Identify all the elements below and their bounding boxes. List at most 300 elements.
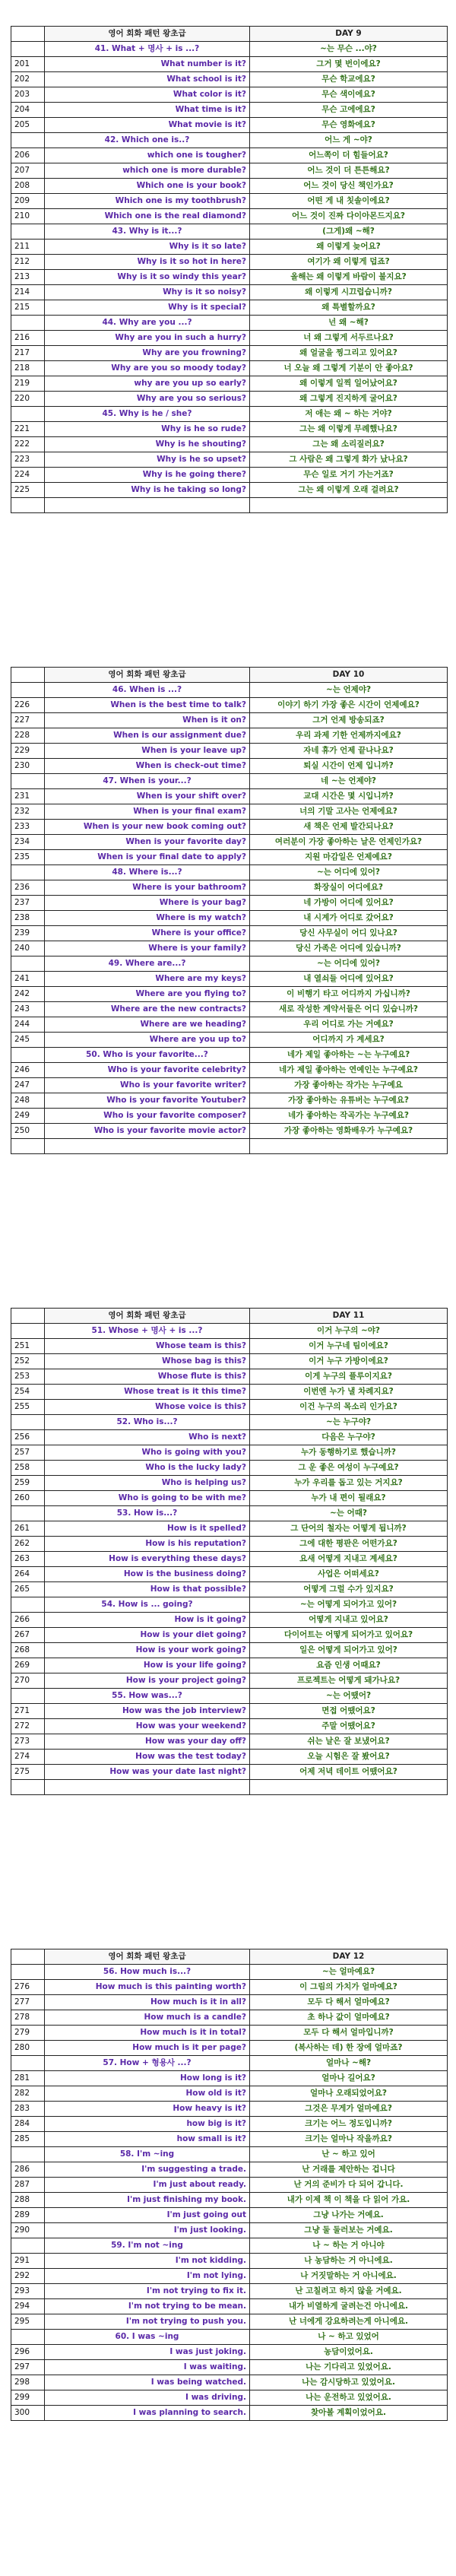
section-header-row — [11, 1415, 448, 1430]
table-row — [11, 2254, 448, 2269]
english-sentence: How is your life going? — [45, 1658, 250, 1673]
table-row — [11, 331, 448, 346]
korean-translation: 프로젝트는 어떻게 돼가나요? — [250, 1673, 448, 1689]
empty-row — [11, 498, 448, 513]
english-sentence: Which one is your book? — [45, 179, 250, 194]
row-number: 270 — [11, 1673, 45, 1689]
korean-translation: 올해는 왜 이렇게 바람이 불지요? — [250, 270, 448, 285]
korean-translation: 여러분이 가장 좋아하는 날은 언제인가요? — [250, 835, 448, 850]
empty-cell — [45, 1139, 250, 1154]
section-blank-cell — [11, 133, 45, 148]
table-row — [11, 880, 448, 896]
english-sentence: Who is your favorite movie actor? — [45, 1124, 250, 1139]
row-number: 277 — [11, 1995, 45, 2010]
korean-translation: 얼마나 오래되었어요? — [250, 2086, 448, 2102]
row-number: 220 — [11, 392, 45, 407]
row-number: 253 — [11, 1369, 45, 1385]
korean-translation: 이건 누구의 목소리 인가요? — [250, 1400, 448, 1415]
korean-translation: 이 그림의 가치가 얼마예요? — [250, 1980, 448, 1995]
day-label: DAY 12 — [250, 1949, 448, 1965]
table-row — [11, 1385, 448, 1400]
pattern-meaning: ~는 어땠어? — [250, 1689, 448, 1704]
english-sentence: How is his reputation? — [45, 1537, 250, 1552]
korean-translation: 누가 내 편이 될래요? — [250, 1491, 448, 1506]
row-number: 224 — [11, 468, 45, 483]
section-blank-cell — [11, 224, 45, 240]
row-number: 241 — [11, 972, 45, 987]
pattern-title: 51. Whose + 명사 + is ...? — [45, 1324, 250, 1339]
korean-translation: 나는 감시당하고 있었어요. — [250, 2375, 448, 2390]
english-sentence: Which one is my toothbrush? — [45, 194, 250, 209]
table-row — [11, 2117, 448, 2132]
table-row — [11, 1628, 448, 1643]
row-number: 244 — [11, 1017, 45, 1033]
table-row — [11, 1033, 448, 1048]
pattern-meaning: ~는 어디에 있어? — [250, 956, 448, 972]
pattern-title: 52. Who is...? — [45, 1415, 250, 1430]
korean-translation: 왜 이렇게 시끄럽습니까? — [250, 285, 448, 300]
row-number: 262 — [11, 1537, 45, 1552]
korean-translation: (복사하는 데) 한 장에 얼마죠? — [250, 2041, 448, 2056]
row-number: 242 — [11, 987, 45, 1002]
english-sentence: Who is your favorite composer? — [45, 1109, 250, 1124]
row-number: 260 — [11, 1491, 45, 1506]
english-sentence: When is it on? — [45, 713, 250, 728]
day-block-10 — [11, 667, 447, 1154]
section-blank-cell — [11, 1965, 45, 1980]
row-number: 222 — [11, 437, 45, 452]
row-number: 294 — [11, 2299, 45, 2314]
table-row — [11, 1354, 448, 1369]
english-sentence: I'm just finishing my book. — [45, 2193, 250, 2208]
row-number: 296 — [11, 2345, 45, 2360]
pattern-title: 42. Which one is..? — [45, 133, 250, 148]
row-number: 245 — [11, 1033, 45, 1048]
table-row — [11, 1339, 448, 1354]
section-blank-cell — [11, 1415, 45, 1430]
table-row — [11, 2026, 448, 2041]
korean-translation: 난 거의 준비가 다 되어 갑니다. — [250, 2178, 448, 2193]
korean-translation: 다이어트는 어떻게 되어가고 있어요? — [250, 1628, 448, 1643]
english-sentence: Where is your family? — [45, 941, 250, 956]
table-row — [11, 2071, 448, 2086]
table-row — [11, 300, 448, 316]
english-sentence: I'm not lying. — [45, 2269, 250, 2284]
korean-translation: 자네 휴가 언제 끝나나요? — [250, 744, 448, 759]
english-sentence: How is your diet going? — [45, 1628, 250, 1643]
row-number: 246 — [11, 1063, 45, 1078]
row-number: 300 — [11, 2406, 45, 2421]
english-sentence: I'm not trying to push you. — [45, 2314, 250, 2330]
header-blank-cell — [11, 1949, 45, 1965]
table-row — [11, 1995, 448, 2010]
table-row — [11, 941, 448, 956]
pattern-meaning: 얼마나 ~해? — [250, 2056, 448, 2071]
row-number: 238 — [11, 911, 45, 926]
day-block-11 — [11, 1308, 447, 1795]
english-sentence: How much is this painting worth? — [45, 1980, 250, 1995]
korean-translation: 가장 좋아하는 유튜버는 누구예요? — [250, 1093, 448, 1109]
english-sentence: How is it going? — [45, 1613, 250, 1628]
table-row — [11, 911, 448, 926]
korean-translation: 나는 기다리고 있었어요. — [250, 2360, 448, 2375]
korean-translation: 어떻게 지내고 있어요? — [250, 1613, 448, 1628]
english-sentence: Where are we heading? — [45, 1017, 250, 1033]
english-sentence: When is the best time to talk? — [45, 698, 250, 713]
section-blank-cell — [11, 2147, 45, 2162]
row-number: 275 — [11, 1765, 45, 1780]
korean-translation: 일은 어떻게 되어가고 있어? — [250, 1643, 448, 1658]
korean-translation: 왜 특별할까요? — [250, 300, 448, 316]
korean-translation: 왜 이렇게 일찍 일어났어요? — [250, 376, 448, 392]
english-sentence: How is it spelled? — [45, 1521, 250, 1537]
english-sentence: Where are you up to? — [45, 1033, 250, 1048]
english-sentence: When is your new book coming out? — [45, 820, 250, 835]
table-row — [11, 194, 448, 209]
korean-translation: 그에 대한 평판은 어떤가요? — [250, 1537, 448, 1552]
table-row — [11, 2193, 448, 2208]
english-sentence: how big is it? — [45, 2117, 250, 2132]
row-number: 273 — [11, 1734, 45, 1750]
table-row — [11, 346, 448, 361]
table-row — [11, 820, 448, 835]
table-row — [11, 87, 448, 103]
pattern-meaning: ~는 어떻게 되어가고 있어? — [250, 1597, 448, 1613]
row-number: 252 — [11, 1354, 45, 1369]
table-header-row — [11, 1949, 448, 1965]
row-number: 267 — [11, 1628, 45, 1643]
table-row — [11, 1400, 448, 1415]
row-number: 218 — [11, 361, 45, 376]
row-number: 216 — [11, 331, 45, 346]
english-sentence: Why is it so hot in here? — [45, 255, 250, 270]
english-sentence: How is that possible? — [45, 1582, 250, 1597]
english-sentence: Why are you in such a hurry? — [45, 331, 250, 346]
korean-translation: 크기는 얼마나 작을까요? — [250, 2132, 448, 2147]
korean-translation: 왜 이렇게 늦어요? — [250, 240, 448, 255]
row-number: 221 — [11, 422, 45, 437]
english-sentence: I'm not trying to be mean. — [45, 2299, 250, 2314]
pattern-title: 46. When is ...? — [45, 683, 250, 698]
section-blank-cell — [11, 1597, 45, 1613]
table-row — [11, 209, 448, 224]
english-sentence: Why is he so rude? — [45, 422, 250, 437]
korean-translation: 누가 우리를 돕고 있는 거지요? — [250, 1476, 448, 1491]
english-sentence: which one is more durable? — [45, 163, 250, 179]
row-number: 209 — [11, 194, 45, 209]
row-number: 206 — [11, 148, 45, 163]
table-row — [11, 392, 448, 407]
korean-translation: 화장실이 어디에요? — [250, 880, 448, 896]
header-blank-cell — [11, 27, 45, 42]
table-row — [11, 1476, 448, 1491]
english-sentence: I'm suggesting a trade. — [45, 2162, 250, 2178]
empty-cell — [11, 1139, 45, 1154]
pattern-title: 43. Why is it...? — [45, 224, 250, 240]
empty-cell — [11, 498, 45, 513]
row-number: 269 — [11, 1658, 45, 1673]
table-row — [11, 452, 448, 468]
row-number: 215 — [11, 300, 45, 316]
korean-translation: 당신 가족은 어디에 있습니까? — [250, 941, 448, 956]
section-header-row — [11, 316, 448, 331]
phrase-table — [11, 26, 448, 513]
row-number: 289 — [11, 2208, 45, 2223]
section-header-row — [11, 865, 448, 880]
day-label: DAY 10 — [250, 668, 448, 683]
english-sentence: Who is going to be with me? — [45, 1491, 250, 1506]
english-sentence: Why is it so late? — [45, 240, 250, 255]
table-row — [11, 483, 448, 498]
english-sentence: Why is it so windy this year? — [45, 270, 250, 285]
korean-translation: 여기가 왜 이렇게 덥죠? — [250, 255, 448, 270]
row-number: 249 — [11, 1109, 45, 1124]
english-sentence: I was planning to search. — [45, 2406, 250, 2421]
row-number: 256 — [11, 1430, 45, 1445]
korean-translation: 무슨 고에에요? — [250, 103, 448, 118]
korean-translation: 어떤 게 내 칫솔이에요? — [250, 194, 448, 209]
row-number: 278 — [11, 2010, 45, 2026]
table-row — [11, 270, 448, 285]
table-row — [11, 422, 448, 437]
table-row — [11, 57, 448, 72]
english-sentence: When is your shift over? — [45, 789, 250, 804]
pattern-meaning: 넌 왜 ~해? — [250, 316, 448, 331]
korean-translation: 새 책은 언제 발간되나요? — [250, 820, 448, 835]
empty-cell — [250, 1780, 448, 1795]
table-row — [11, 1643, 448, 1658]
section-header-row — [11, 42, 448, 57]
row-number: 271 — [11, 1704, 45, 1719]
english-sentence: How long is it? — [45, 2071, 250, 2086]
english-sentence: I'm not trying to fix it. — [45, 2284, 250, 2299]
korean-translation: 어떻게 그럴 수가 있지요? — [250, 1582, 448, 1597]
row-number: 297 — [11, 2360, 45, 2375]
section-blank-cell — [11, 2056, 45, 2071]
table-header-row — [11, 27, 448, 42]
section-header-row — [11, 2147, 448, 2162]
english-sentence: Who is your favorite celebrity? — [45, 1063, 250, 1078]
english-sentence: Why is he shouting? — [45, 437, 250, 452]
korean-translation: 그는 왜 이렇게 무례했나요? — [250, 422, 448, 437]
table-row — [11, 2162, 448, 2178]
pattern-title: 45. Why is he / she? — [45, 407, 250, 422]
english-sentence: How heavy is it? — [45, 2102, 250, 2117]
table-row — [11, 744, 448, 759]
row-number: 261 — [11, 1521, 45, 1537]
row-number: 274 — [11, 1750, 45, 1765]
english-sentence: What time is it? — [45, 103, 250, 118]
english-sentence: Who is your favorite writer? — [45, 1078, 250, 1093]
row-number: 208 — [11, 179, 45, 194]
english-sentence: How is the business doing? — [45, 1567, 250, 1582]
table-row — [11, 1750, 448, 1765]
english-sentence: Where is your bathroom? — [45, 880, 250, 896]
table-row — [11, 255, 448, 270]
section-header-row — [11, 1597, 448, 1613]
table-row — [11, 1582, 448, 1597]
english-sentence: Where is your bag? — [45, 896, 250, 911]
english-sentence: I was being watched. — [45, 2375, 250, 2390]
korean-translation: 네 가방이 어디에 있어요? — [250, 896, 448, 911]
korean-translation: 교대 시간은 몇 시입니까? — [250, 789, 448, 804]
row-number: 233 — [11, 820, 45, 835]
english-sentence: Where are you flying to? — [45, 987, 250, 1002]
korean-translation: 우리 과제 기한 언제까지에요? — [250, 728, 448, 744]
row-number: 225 — [11, 483, 45, 498]
table-row — [11, 1658, 448, 1673]
table-row — [11, 1430, 448, 1445]
table-row — [11, 2102, 448, 2117]
section-header-row — [11, 407, 448, 422]
korean-translation: 난 너에게 강요하려는게 아니에요. — [250, 2314, 448, 2330]
table-row — [11, 240, 448, 255]
korean-translation: 이야기 하기 가장 좋은 시간이 언제예요? — [250, 698, 448, 713]
korean-translation: 크기는 어느 정도입니까? — [250, 2117, 448, 2132]
english-sentence: How was your weekend? — [45, 1719, 250, 1734]
header-blank-cell — [11, 1309, 45, 1324]
row-number: 288 — [11, 2193, 45, 2208]
table-row — [11, 2360, 448, 2375]
english-sentence: how small is it? — [45, 2132, 250, 2147]
pattern-title: 53. How is...? — [45, 1506, 250, 1521]
korean-translation: 그냥 나가는 거예요. — [250, 2208, 448, 2223]
korean-translation: 얼마나 길어요? — [250, 2071, 448, 2086]
korean-translation: 그 사람은 왜 그렇게 화가 났나요? — [250, 452, 448, 468]
korean-translation: 어느 것이 더 튼튼해요? — [250, 163, 448, 179]
english-sentence: Who is your favorite Youtuber? — [45, 1093, 250, 1109]
row-number: 235 — [11, 850, 45, 865]
row-number: 293 — [11, 2284, 45, 2299]
english-sentence: I was waiting. — [45, 2360, 250, 2375]
section-blank-cell — [11, 1689, 45, 1704]
row-number: 226 — [11, 698, 45, 713]
table-row — [11, 1613, 448, 1628]
english-sentence: Why is it so noisy? — [45, 285, 250, 300]
korean-translation: 모두 다 해서 얼마입니까? — [250, 2026, 448, 2041]
english-sentence: When is your final exam? — [45, 804, 250, 820]
row-number: 230 — [11, 759, 45, 774]
table-row — [11, 850, 448, 865]
table-row — [11, 1567, 448, 1582]
table-row — [11, 376, 448, 392]
korean-translation: 새로 작성한 계약서들은 어디 있습니까? — [250, 1002, 448, 1017]
section-blank-cell — [11, 774, 45, 789]
pattern-title: 44. Why are you ...? — [45, 316, 250, 331]
table-row — [11, 1980, 448, 1995]
english-sentence: why are you up so early? — [45, 376, 250, 392]
korean-translation: 어느 것이 당신 책인가요? — [250, 179, 448, 194]
pattern-meaning: ~는 어때? — [250, 1506, 448, 1521]
pattern-meaning: 네 ~는 언제야? — [250, 774, 448, 789]
table-row — [11, 103, 448, 118]
section-header-row — [11, 1048, 448, 1063]
empty-cell — [250, 1139, 448, 1154]
english-sentence: How was the test today? — [45, 1750, 250, 1765]
row-number: 239 — [11, 926, 45, 941]
section-blank-cell — [11, 956, 45, 972]
table-row — [11, 2086, 448, 2102]
section-header-row — [11, 133, 448, 148]
korean-translation: 가장 좋아하는 작가는 누구예요 — [250, 1078, 448, 1093]
korean-translation: 찾아볼 계획이었어요. — [250, 2406, 448, 2421]
pattern-title: 41. What + 명사 + is ...? — [45, 42, 250, 57]
row-number: 231 — [11, 789, 45, 804]
english-sentence: I was driving. — [45, 2390, 250, 2406]
table-row — [11, 2178, 448, 2193]
table-row — [11, 896, 448, 911]
empty-cell — [250, 498, 448, 513]
korean-translation: 당신 사무실이 어디 있나요? — [250, 926, 448, 941]
korean-translation: 내 시계가 어디로 갔어요? — [250, 911, 448, 926]
english-sentence: I'm just looking. — [45, 2223, 250, 2238]
empty-cell — [11, 1780, 45, 1795]
korean-translation: 우리 어디로 가는 거예요? — [250, 1017, 448, 1033]
english-sentence: Whose team is this? — [45, 1339, 250, 1354]
row-number: 258 — [11, 1461, 45, 1476]
korean-translation: 왜 그렇게 진지하게 굴어요? — [250, 392, 448, 407]
table-row — [11, 2284, 448, 2299]
row-number: 207 — [11, 163, 45, 179]
table-row — [11, 1002, 448, 1017]
section-blank-cell — [11, 1506, 45, 1521]
row-number: 276 — [11, 1980, 45, 1995]
table-row — [11, 789, 448, 804]
korean-translation: 그것은 무게가 얼마예요? — [250, 2102, 448, 2117]
table-row — [11, 2010, 448, 2026]
row-number: 204 — [11, 103, 45, 118]
table-row — [11, 2041, 448, 2056]
english-sentence: I'm not kidding. — [45, 2254, 250, 2269]
korean-translation: 오늘 시험은 잘 봤어요? — [250, 1750, 448, 1765]
korean-translation: 누가 동행하기로 했습니까? — [250, 1445, 448, 1461]
section-blank-cell — [11, 316, 45, 331]
row-number: 268 — [11, 1643, 45, 1658]
empty-cell — [45, 1780, 250, 1795]
korean-translation: 난 거래를 제안하는 겁니다 — [250, 2162, 448, 2178]
row-number: 202 — [11, 72, 45, 87]
row-number: 248 — [11, 1093, 45, 1109]
pattern-title: 59. I'm not ~ing — [45, 2238, 250, 2254]
pattern-title: 56. How much is...? — [45, 1965, 250, 1980]
row-number: 243 — [11, 1002, 45, 1017]
pattern-meaning: 이거 누구의 ~야? — [250, 1324, 448, 1339]
section-blank-cell — [11, 683, 45, 698]
row-number: 254 — [11, 1385, 45, 1400]
section-blank-cell — [11, 2238, 45, 2254]
english-sentence: When is check-out time? — [45, 759, 250, 774]
table-row — [11, 1765, 448, 1780]
day-block-12 — [11, 1949, 447, 2421]
pattern-meaning: 저 애는 왜 ~ 하는 거야? — [250, 407, 448, 422]
pattern-title: 49. Where are...? — [45, 956, 250, 972]
table-row — [11, 1369, 448, 1385]
table-row — [11, 1734, 448, 1750]
row-number: 266 — [11, 1613, 45, 1628]
table-row — [11, 1521, 448, 1537]
korean-translation: 그거 몇 번이에요? — [250, 57, 448, 72]
row-number: 240 — [11, 941, 45, 956]
table-row — [11, 2299, 448, 2314]
empty-row — [11, 1139, 448, 1154]
table-row — [11, 835, 448, 850]
english-sentence: I'm just going out — [45, 2208, 250, 2223]
table-row — [11, 72, 448, 87]
english-sentence: I'm just about ready. — [45, 2178, 250, 2193]
sheet-title: 영어 회화 패턴 왕초급 — [45, 1309, 250, 1324]
korean-translation: 그는 왜 이렇게 오래 걸려요? — [250, 483, 448, 498]
row-number: 229 — [11, 744, 45, 759]
